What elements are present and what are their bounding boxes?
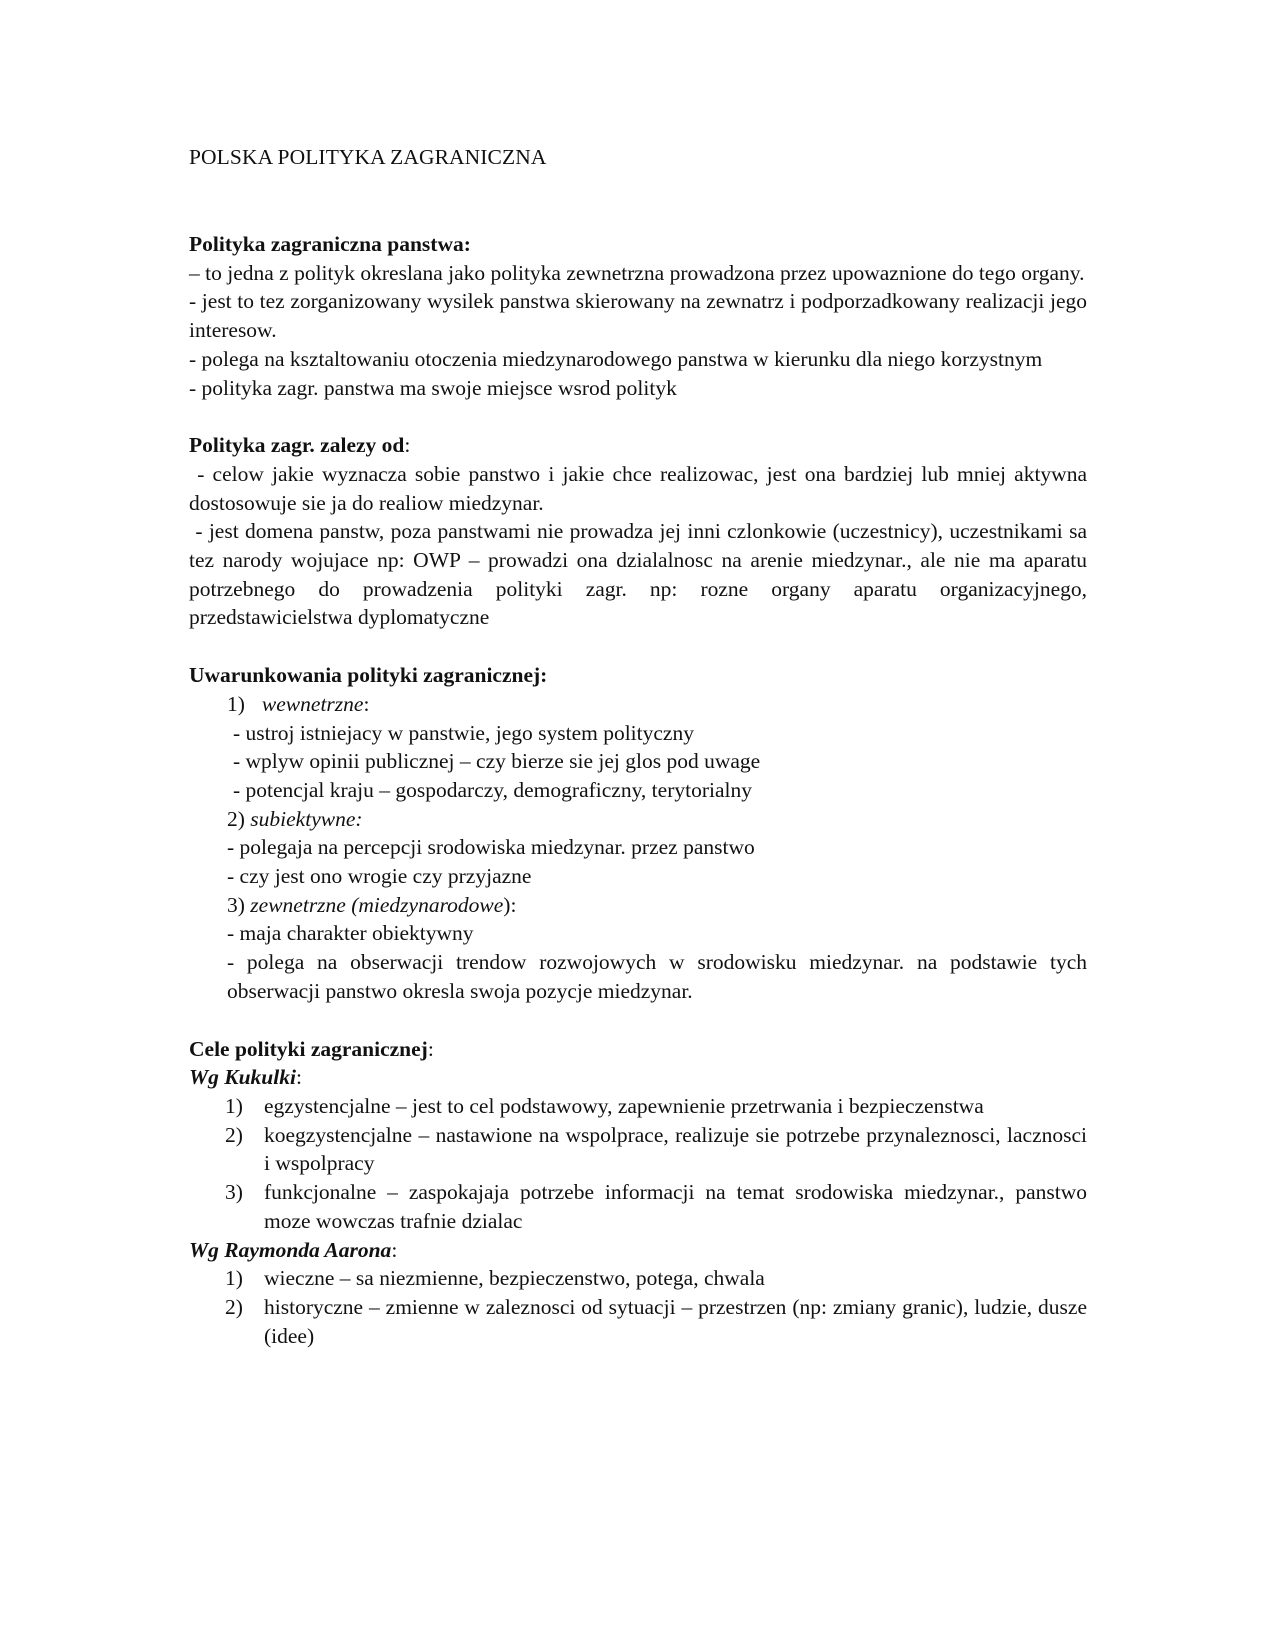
list-item: - czy jest ono wrogie czy przyjazne: [227, 864, 532, 889]
list-item: - polega na obserwacji trendow rozwojowych w srodowisku miedzynar. na podstawie tych obserwacji panstwo okresla swoja pozycje miedzynar.: [227, 950, 1087, 1003]
numbered-heading-internal: 1) wewnetrzne:: [227, 691, 370, 716]
numbered-heading-subjective: 2) subiektywne:: [227, 806, 363, 831]
paragraph-line: – to jedna z polityk okreslana jako polityka zewnetrzna prowadzona przez upowaznione do tego organy.: [189, 260, 1085, 285]
list-item: - wplyw opinii publicznej – czy bierze sie jej glos pod uwage: [233, 749, 761, 774]
list-item: 2) koegzystencjalne – nastawione na wspolprace, realizuje sie potrzebe przynaleznosci, lacznosci i wspolpracy: [225, 1122, 1087, 1176]
list-item: 1) egzystencjalne – jest to cel podstawowy, zapewnienie przetrwania i bezpieczenstwa: [225, 1093, 984, 1118]
section-heading-goals: Cele polityki zagranicznej:: [189, 1036, 434, 1061]
list-item: - polegaja na percepcji srodowiska miedzynar. przez panstwo: [227, 835, 755, 860]
list-item: - ustroj istniejacy w panstwie, jego system polityczny: [233, 720, 694, 745]
list-item: - potencjal kraju – gospodarczy, demograficzny, terytorialny: [233, 777, 752, 802]
list-item: 1) wieczne – sa niezmienne, bezpieczenstwo, potega, chwala: [225, 1266, 765, 1291]
document-body: [189, 143, 1093, 1350]
goals-list-aron: [189, 1264, 1087, 1350]
subheading-aron: Wg Raymonda Aarona:: [189, 1237, 398, 1262]
subheading-kukulka: Wg Kukulki:: [189, 1065, 302, 1090]
section-heading-depends: Polityka zagr. zalezy od:: [189, 433, 411, 458]
paragraph-line: - polityka zagr. panstwa ma swoje miejsce wsrod polityk: [189, 375, 677, 400]
goals-list-kukulka: [189, 1092, 1087, 1236]
numbered-heading-external: 3) zewnetrzne (miedzynarodowe):: [227, 892, 517, 917]
list-item: 3) funkcjonalne – zaspokajaja potrzebe informacji na temat srodowiska miedzynar., panstwo moze wowczas trafnie dzialac: [225, 1180, 1087, 1233]
section-heading-definition: Polityka zagraniczna panstwa:: [189, 232, 471, 256]
list-item: - maja charakter obiektywny: [227, 921, 474, 946]
paragraph-line: - polega na ksztaltowaniu otoczenia miedzynarodowego panstwa w kierunku dla niego korzystnym: [189, 346, 1043, 371]
paragraph-line: - celow jakie wyznacza sobie panstwo i jakie chce realizowac, jest ona bardziej lub mniej aktywna dostosowuje sie ja do realiow miedzynar.: [189, 461, 1093, 515]
paragraph-line: - jest to tez zorganizowany wysilek panstwa skierowany na zewnatrz i podporzadkowany realizacji jego interesow.: [189, 289, 1087, 343]
section-heading-conditions: Uwarunkowania polityki zagranicznej:: [189, 663, 548, 688]
document-title: POLSKA POLITYKA ZAGRANICZNA: [189, 145, 547, 169]
list-item: 2) historyczne – zmienne w zaleznosci od sytuacji – przestrzen (np: zmiany granic), ludzie, dusze (idee): [225, 1294, 1087, 1348]
paragraph-line: - jest domena panstw, poza panstwami nie prowadza jej inni czlonkowie (uczestnicy), uczestnikami sa tez narody wojujace np: OWP – prowadzi ona dzialalnosc na arenie miedzynar., ale nie ma aparatu potrzebnego do prowadzenia polityki zagr. np: rozne organy aparatu organizacyjnego, przedstawicielstwa dyplomatyczne: [189, 519, 1093, 630]
